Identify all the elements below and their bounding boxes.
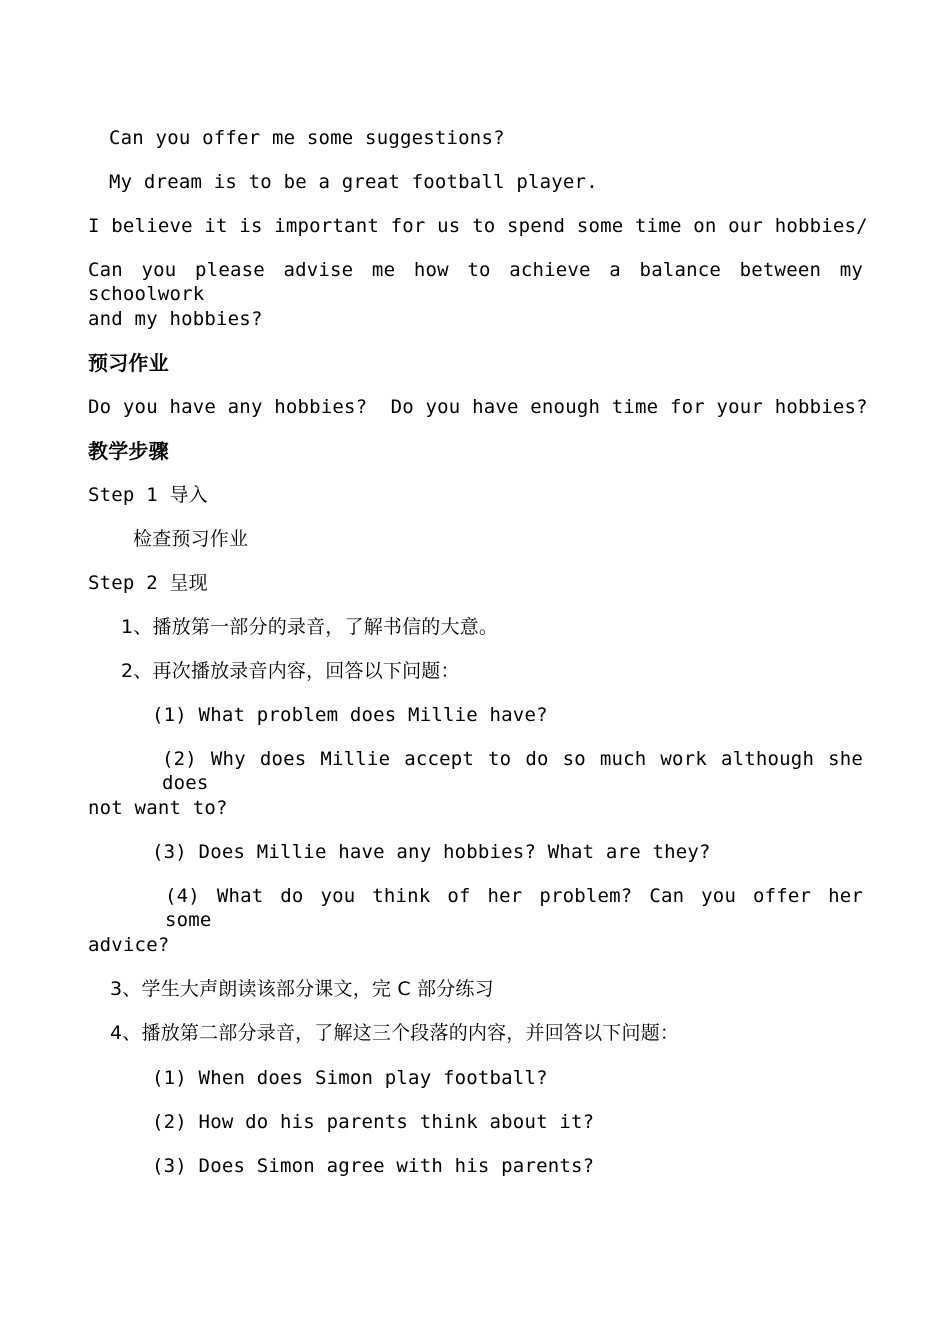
step-2-item-3: 3、学生大声朗读该部分课文，完 C 部分练习 xyxy=(110,978,494,1000)
question-4-line-2: advice? xyxy=(88,934,170,956)
text-line-hobbies: and my hobbies? xyxy=(88,308,263,330)
part-2-question-1: (1) When does Simon play football? xyxy=(152,1067,548,1089)
question-2-line-2: not want to? xyxy=(88,797,228,819)
step-1-item: 检查预习作业 xyxy=(133,528,249,550)
part-2-question-2: (2) How do his parents think about it? xyxy=(152,1111,595,1133)
section-heading-steps: 教学步骤 xyxy=(88,439,169,463)
preview-text: Do you have any hobbies? Do you have enough time for your hobbies? xyxy=(88,396,868,418)
step-2-title: Step 2 呈现 xyxy=(88,572,208,594)
part-2-question-3: (3) Does Simon agree with his parents? xyxy=(152,1155,595,1177)
question-2-line-1: (2) Why does Millie accept to do so much work although she does xyxy=(162,748,863,794)
step-2-item-4: 4、播放第二部分录音，了解这三个段落的内容，并回答以下问题： xyxy=(110,1022,680,1044)
question-3: (3) Does Millie have any hobbies? What are they? xyxy=(152,841,711,863)
text-line-balance: Can you please advise me how to achieve a balance between my schoolwork xyxy=(88,259,863,305)
section-heading-preview: 预习作业 xyxy=(88,351,169,375)
text-line-believe: I believe it is important for us to spend some time on our hobbies/ xyxy=(88,215,868,237)
question-1: (1) What problem does Millie have? xyxy=(152,704,548,726)
text-line-dream: My dream is to be a great football player. xyxy=(109,171,598,193)
text-line-suggestions: Can you offer me some suggestions? xyxy=(109,127,505,149)
step-2-item-1: 1、播放第一部分的录音，了解书信的大意。 xyxy=(121,616,499,638)
question-4-line-1: (4) What do you think of her problem? Can you offer her some xyxy=(165,885,863,931)
step-2-item-2: 2、再次播放录音内容，回答以下问题： xyxy=(121,660,460,682)
step-1-title: Step 1 导入 xyxy=(88,484,208,506)
